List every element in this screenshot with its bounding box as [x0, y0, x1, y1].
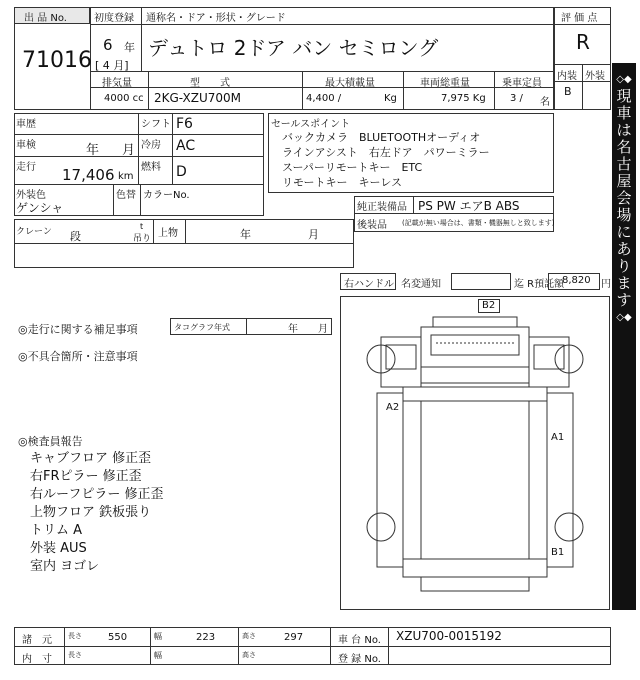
length-label: 長さ	[68, 651, 82, 659]
registration-label: 登 録 No.	[338, 654, 381, 665]
cab-outline	[421, 327, 529, 367]
height-label: 高さ	[242, 651, 256, 659]
sales-points-label: セールスポイント	[271, 119, 351, 130]
crane-label: クレーン	[16, 227, 52, 237]
defects-heading: ◎不具合箇所・注意事項	[18, 350, 138, 363]
divider	[246, 318, 247, 335]
grade-value: R	[576, 30, 590, 54]
exterior-grade-label: 外装	[585, 71, 605, 82]
divider	[388, 627, 389, 665]
crane-stage: 段	[70, 230, 81, 243]
mark-a1: A1	[551, 432, 565, 443]
displacement-label: 排気量	[102, 78, 132, 89]
width-label: 幅	[154, 651, 162, 660]
history-label: 車歴	[16, 119, 36, 130]
dims-label: 諸 元	[22, 635, 52, 646]
grade-label: 評 価 点	[561, 13, 598, 24]
divider	[413, 196, 414, 213]
tacho-month: 月	[318, 324, 328, 335]
divider	[172, 113, 173, 184]
cab-outline	[433, 317, 517, 327]
divider	[14, 243, 354, 244]
ext-color-label: 外装色	[16, 190, 46, 201]
banner-char: ◇◆	[616, 74, 632, 85]
shift-label: シフト	[141, 119, 171, 130]
inspector-line: 右ルーフピラー 修正歪	[30, 487, 164, 502]
banner-char: あ	[616, 240, 632, 258]
name-change-label: 名変通知	[401, 279, 441, 290]
tacho-label: タコグラフ年式	[174, 323, 230, 332]
diagram-frame	[340, 296, 610, 610]
divider	[582, 64, 583, 110]
windshield	[421, 367, 529, 383]
after-equipment-note: (記載が無い場合は、書類・機器無しと致します)	[402, 219, 555, 227]
fuel-value: D	[176, 164, 187, 180]
inspector-heading: ◎検査員報告	[18, 435, 83, 448]
divider	[90, 24, 554, 25]
divider	[14, 134, 264, 135]
std-equipment-label: 純正装備品	[357, 202, 407, 213]
divider	[90, 71, 554, 72]
mileage-value: 17,406	[62, 166, 115, 184]
sales-point-line: スーパーリモートキー ETC	[282, 161, 423, 174]
location-banner	[612, 63, 636, 610]
fuel-label: 燃料	[141, 162, 161, 173]
inspector-line: 右FRピラー 修正歪	[30, 469, 142, 484]
gvw-value: 7,975 Kg	[441, 93, 486, 104]
chassis-label: 車 台 No.	[338, 635, 381, 646]
cargo-box	[403, 387, 547, 577]
supplement-heading: ◎走行に関する補足事項	[18, 323, 138, 336]
banner-char: 場	[616, 206, 632, 224]
model-code-value: 2KG-XZU700M	[154, 91, 242, 105]
banner-char: に	[616, 223, 632, 241]
divider	[302, 71, 303, 110]
divider	[14, 646, 611, 647]
interior-dims-label: 内 寸	[22, 654, 52, 665]
name-change-box	[451, 273, 511, 290]
inspector-line: トリム A	[30, 523, 83, 538]
divider	[90, 87, 554, 88]
divider	[113, 184, 114, 216]
height-label: 高さ	[242, 632, 256, 640]
divider	[554, 81, 611, 82]
load-unit: Kg	[384, 93, 397, 104]
inspection-year: 年	[86, 143, 100, 158]
divider	[238, 627, 239, 665]
banner-char: 現	[616, 87, 632, 105]
recycle-label: 迄 R預託額	[514, 279, 565, 290]
yen-label: 円	[601, 279, 611, 290]
capacity-unit: 名	[540, 97, 550, 108]
tacho-year: 年	[288, 324, 298, 335]
divider	[150, 627, 151, 665]
sales-point-line: ラインアシスト 右左ドア パワーミラー	[282, 146, 490, 159]
divider	[185, 219, 186, 243]
interior-grade: B	[564, 85, 572, 98]
ac-value: AC	[176, 138, 196, 154]
first-reg-year-unit: 年	[124, 41, 135, 54]
bed-month: 月	[308, 228, 319, 241]
ext-color-value: ゲンシャ	[16, 201, 64, 215]
divider	[554, 24, 611, 25]
banner-char: 名	[616, 138, 632, 156]
inspector-line: 室内 ヨゴレ	[30, 559, 100, 574]
mileage-label: 走行	[16, 162, 36, 173]
lot-label: 出 品 No.	[24, 13, 67, 24]
capacity-value: 3 /	[510, 93, 523, 104]
divider	[330, 627, 331, 665]
cargo-inner	[421, 401, 529, 559]
truck-diagram	[341, 297, 609, 609]
width-label: 幅	[154, 632, 162, 641]
after-equipment-label: 後装品	[357, 220, 387, 231]
ac-label: 冷房	[141, 140, 161, 151]
mark-b1: B1	[551, 547, 565, 558]
capacity-label: 乗車定員	[502, 78, 542, 89]
divider	[494, 71, 495, 110]
shift-value: F6	[176, 116, 193, 132]
first-reg-label: 初度登録	[94, 13, 134, 24]
gvw-label: 車両総重量	[420, 78, 470, 89]
first-reg-year: 6	[103, 36, 113, 54]
load-value: 4,400 /	[306, 93, 342, 104]
load-label: 最大積載量	[325, 78, 375, 89]
first-reg-month: [ 4 月]	[95, 59, 129, 72]
rhd-label: 右ハンドル	[344, 279, 394, 290]
banner-char: 屋	[616, 172, 632, 190]
divider	[153, 219, 154, 243]
lot-number: 71016	[22, 48, 92, 73]
model-label: 通称名・ドア・形状・グレード	[146, 13, 286, 24]
divider	[14, 184, 264, 185]
wheel-rear-right	[555, 513, 583, 541]
std-equipment-value: PS PW エアB ABS	[418, 199, 520, 213]
divider	[140, 184, 141, 216]
rear-bumper	[421, 577, 529, 591]
mileage-unit: km	[118, 171, 134, 182]
divider	[403, 71, 404, 110]
inspector-line: 上物フロア 鉄板張り	[30, 505, 152, 520]
sales-point-line: バックカメラ BLUETOOTHオーディオ	[282, 131, 481, 144]
banner-char: す	[616, 291, 632, 309]
model-code-label: 型 式	[190, 78, 230, 89]
divider	[141, 7, 142, 71]
color-code-label: カラーNo.	[143, 190, 190, 201]
divider	[138, 113, 139, 184]
banner-char: り	[616, 257, 632, 275]
mark-a2: A2	[386, 402, 400, 413]
mark-b2: B2	[482, 300, 496, 311]
banner-char: 古	[616, 155, 632, 173]
cab-outline	[431, 335, 519, 355]
banner-char: 会	[616, 189, 632, 207]
crane-lift: 吊り	[133, 234, 152, 244]
bed-label: 上物	[158, 228, 178, 239]
inspector-line: 外装 AUS	[30, 541, 87, 556]
bed-year: 年	[240, 228, 251, 241]
banner-char: は	[616, 121, 632, 139]
model-name: デュトロ 2ドア バン セミロング	[148, 36, 439, 60]
inspector-line: キャブフロア 修正歪	[30, 451, 152, 466]
length-label: 長さ	[68, 632, 82, 640]
banner-char: ま	[616, 274, 632, 292]
displacement-value: 4000 cc	[104, 93, 144, 104]
height-value: 297	[284, 632, 304, 643]
chassis-value: XZU700-0015192	[396, 629, 502, 643]
divider	[148, 71, 149, 110]
length-value: 550	[108, 632, 128, 643]
banner-char: 車	[616, 104, 632, 122]
sales-point-line: リモートキー キーレス	[282, 176, 403, 189]
inspection-label: 車検	[16, 140, 36, 151]
wheel-rear-left	[367, 513, 395, 541]
interior-grade-label: 内装	[557, 71, 577, 82]
cargo-panel	[403, 401, 547, 559]
color-change-label: 色替	[116, 190, 136, 201]
divider	[14, 156, 264, 157]
width-value: 223	[196, 632, 216, 643]
crane-tonnage: t	[140, 222, 144, 231]
divider	[64, 627, 65, 665]
banner-char: ◇◆	[616, 312, 632, 323]
inspection-month: 月	[122, 143, 136, 158]
recycle-value: 8,820	[562, 275, 591, 286]
